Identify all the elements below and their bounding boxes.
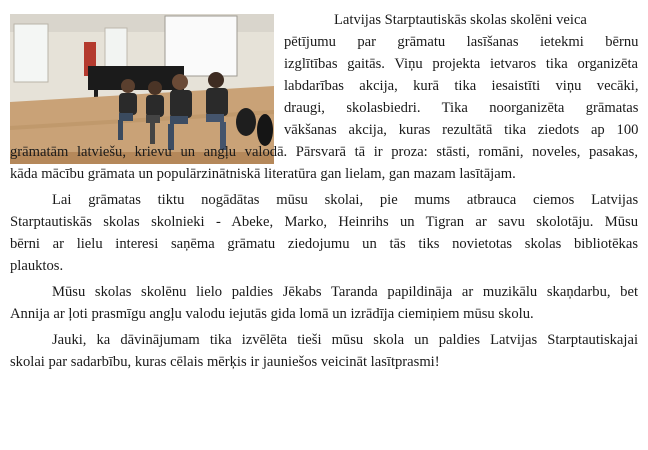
paragraph-1-line-2: pētījumu par grāmatu lasīšanas ietekmi bērnu (284, 34, 639, 50)
paragraph-3-line-1: Mūsu skolas skolēnu lielo paldies Jēkabs Taranda papildināja ar muzikālu skaņdarbu, bet (52, 284, 638, 300)
paragraph-4-line-1: Jauki, ka dāvinājumam tika izvēlēta tieši mūsu skola un paldies Latvijas Starptautiskajai (52, 332, 638, 348)
paragraph-1-line-1: Latvijas Starptautiskās skolas skolēni veica (334, 12, 587, 28)
paragraph-1-line-6: vākšanas akcija, kuras rezultātā tika ziedots ap 100 (284, 122, 639, 138)
paragraph-4-line-2: skolai par sadarbību, kuras cēlais mērķis ir jauniešos veicināt lasītprasmi! (10, 354, 440, 370)
paragraph-2-line-2: Starptautiskās skolas skolnieki - Abeke, Marko, Heinrihs un Tigran ar savu skolotāju. Mūsu (10, 214, 638, 230)
paragraph-1-line-4: labdarības akcija, kurā tika iesaistīti viņu vecāki, (284, 78, 639, 94)
paragraph-1-line-8: kāda mācību grāmata un populārzinātniskā literatūra gan lielam, gan mazam lasītājam. (10, 166, 516, 182)
paragraph-1-line-3: izglītības gaitās. Viņu projekta ietvaros tika organizēta (284, 56, 638, 72)
paragraph-2-line-3: bērni ar lielu interesi saņēma grāmatu ziedojumu un tās tiks novietotas skolas bibliotēkas (10, 236, 638, 252)
paragraph-1-line-7: grāmatām latviešu, krievu un angļu valodā. Pārsvarā tā ir proza: stāsti, romāni, noveles, pasakas, (10, 144, 638, 160)
paragraph-1-line-5: draugi, skolasbiedri. Tika noorganizēta grāmatas (284, 100, 639, 116)
paragraph-3-line-2: Annija ar ļoti prasmīgu angļu valodu iejutās gida lomā un izrādīja ciemiņiem mūsu skolu. (10, 306, 534, 322)
paragraph-2-line-4: plauktos. (10, 258, 64, 274)
paragraph-2-line-1: Lai grāmatas tiktu nogādātas mūsu skolai, pie mums atbrauca ciemos Latvijas (52, 192, 639, 208)
